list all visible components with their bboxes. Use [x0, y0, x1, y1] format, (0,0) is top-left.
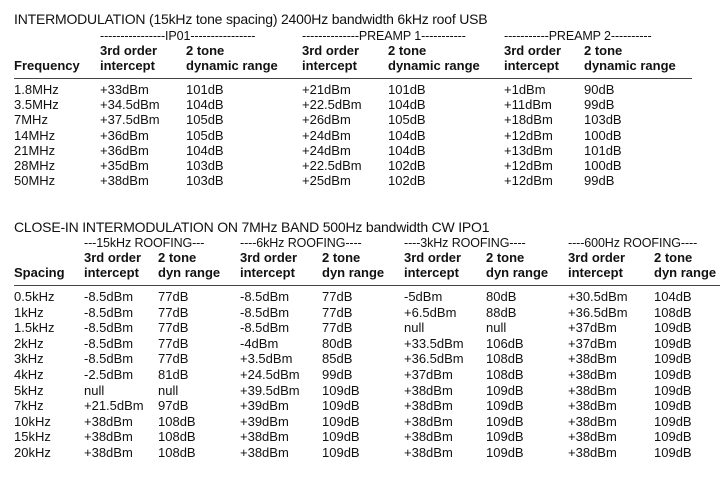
- dynamic-range-cell: 77dB: [322, 289, 353, 304]
- header-line: 3rd order: [100, 43, 158, 58]
- intercept-cell: +38dBm: [568, 398, 617, 414]
- dynamic-range-cell: 77dB: [158, 351, 189, 367]
- table-row: [14, 398, 720, 414]
- table-row: [14, 367, 720, 383]
- dynamic-range-cell: 109dB: [322, 413, 360, 429]
- dynamic-range-cell: 101dB: [584, 142, 622, 158]
- intercept-cell: -5dBm: [404, 289, 443, 304]
- dynamic-range-cell: 103dB: [186, 158, 224, 174]
- header-line: intercept: [504, 58, 559, 73]
- intercept-cell: +38dBm: [404, 444, 453, 460]
- dynamic-range-cell: 77dB: [158, 320, 189, 336]
- dynamic-range-cell: 105dB: [186, 127, 224, 143]
- dynamic-range-cell: 104dB: [186, 97, 224, 113]
- header-line: intercept: [240, 265, 295, 280]
- intercept-cell: +30.5dBm: [568, 289, 628, 304]
- col-header-dyn-range: [322, 250, 404, 280]
- header-line: 3rd order: [240, 250, 298, 265]
- dynamic-range-cell: 109dB: [654, 398, 692, 414]
- col-header-intercept: [100, 43, 186, 73]
- col-header-intercept: [302, 43, 388, 73]
- header-line: intercept: [302, 58, 357, 73]
- dynamic-range-cell: 108dB: [158, 444, 196, 460]
- col-header-intercept: [404, 250, 486, 280]
- dynamic-range-cell: 77dB: [322, 304, 353, 320]
- row-label: 14MHz: [14, 127, 56, 143]
- intercept-cell: +21dBm: [302, 82, 351, 97]
- table-row: [14, 143, 692, 158]
- table2-row-header: Spacing: [14, 265, 65, 280]
- dynamic-range-cell: 109dB: [654, 351, 692, 367]
- intercept-cell: +38dBm: [568, 382, 617, 398]
- intercept-cell: +38dBm: [568, 413, 617, 429]
- row-label: 2kHz: [14, 335, 44, 351]
- table-row: [14, 173, 692, 188]
- table-row: [14, 158, 692, 173]
- header-line: dyn range: [158, 265, 221, 280]
- intercept-cell: +35dBm: [100, 158, 149, 174]
- dynamic-range-cell: 99dB: [322, 366, 353, 382]
- dynamic-range-cell: 100dB: [584, 158, 622, 174]
- table1-title: INTERMODULATION (15kHz tone spacing) 2400Hz bandwidth 6kHz roof USB: [14, 11, 488, 27]
- intercept-cell: -8.5dBm: [84, 320, 134, 336]
- header-line: dyn range: [322, 265, 385, 280]
- intercept-cell: +3.5dBm: [240, 351, 293, 367]
- intercept-cell: null: [84, 382, 105, 398]
- dynamic-range-cell: 109dB: [654, 335, 692, 351]
- dynamic-range-cell: 109dB: [486, 382, 524, 398]
- header-line: 2 tone: [486, 250, 525, 265]
- intercept-cell: +34.5dBm: [100, 97, 160, 113]
- table1-group-ipo1: ----------------IP01----------------: [100, 29, 256, 43]
- row-label: 7MHz: [14, 112, 48, 128]
- table-row: [14, 79, 692, 98]
- intercept-cell: +38dBm: [404, 398, 453, 414]
- row-label: 1kHz: [14, 304, 44, 320]
- dynamic-range-cell: 109dB: [322, 444, 360, 460]
- header-line: 3rd order: [84, 250, 142, 265]
- dynamic-range-cell: 101dB: [388, 82, 426, 97]
- intercept-cell: +12dBm: [504, 158, 553, 174]
- intercept-cell: +13dBm: [504, 142, 553, 158]
- intercept-cell: +37.5dBm: [100, 112, 160, 128]
- intercept-cell: -8.5dBm: [240, 320, 290, 336]
- dynamic-range-cell: 109dB: [654, 429, 692, 445]
- intercept-cell: +18dBm: [504, 112, 553, 128]
- dynamic-range-cell: 108dB: [486, 366, 524, 382]
- table-row: [14, 351, 720, 367]
- intercept-cell: +36dBm: [100, 127, 149, 143]
- dynamic-range-cell: 77dB: [158, 304, 189, 320]
- row-label: 4kHz: [14, 366, 44, 382]
- intercept-cell: +39dBm: [240, 413, 289, 429]
- intercept-cell: +24dBm: [302, 127, 351, 143]
- col-header-dynamic-range: [186, 43, 302, 73]
- intercept-cell: -8.5dBm: [240, 304, 290, 320]
- dynamic-range-cell: 104dB: [186, 142, 224, 158]
- dynamic-range-cell: 104dB: [388, 97, 426, 113]
- dynamic-range-cell: 108dB: [158, 429, 196, 445]
- table-row: [14, 320, 720, 336]
- intercept-cell: +39.5dBm: [240, 382, 300, 398]
- header-line: intercept: [404, 265, 459, 280]
- table-row: [14, 286, 720, 305]
- dynamic-range-cell: 109dB: [654, 413, 692, 429]
- dynamic-range-cell: 102dB: [388, 158, 426, 174]
- header-line: dyn range: [654, 265, 717, 280]
- row-label: 5kHz: [14, 382, 44, 398]
- header-line: 2 tone: [186, 43, 225, 58]
- table-row: [14, 429, 720, 445]
- dynamic-range-cell: 109dB: [322, 429, 360, 445]
- col-header-intercept: [240, 250, 322, 280]
- intercept-cell: +36dBm: [100, 142, 149, 158]
- col-header-dynamic-range: [388, 43, 504, 73]
- table2-group-3khz: ----3kHz ROOFING----: [404, 236, 526, 250]
- intercept-cell: +37dBm: [404, 366, 453, 382]
- dynamic-range-cell: 109dB: [322, 398, 360, 414]
- header-line: 2 tone: [654, 250, 693, 265]
- col-header-dynamic-range: [584, 43, 692, 73]
- table1-group-preamp1: --------------PREAMP 1-----------: [302, 29, 466, 43]
- intercept-cell: +36.5dBm: [568, 304, 628, 320]
- intercept-cell: +37dBm: [568, 335, 617, 351]
- table2-group-600hz: ----600Hz ROOFING----: [568, 236, 698, 250]
- intercept-cell: -8.5dBm: [240, 289, 290, 304]
- dynamic-range-cell: 81dB: [158, 366, 189, 382]
- intercept-cell: +24.5dBm: [240, 366, 300, 382]
- dynamic-range-cell: 97dB: [158, 398, 189, 414]
- row-label: 20kHz: [14, 444, 51, 460]
- close-in-intermodulation-table: [14, 236, 720, 461]
- intercept-cell: +36.5dBm: [404, 351, 464, 367]
- table-row: [14, 97, 692, 112]
- header-line: 3rd order: [404, 250, 462, 265]
- header-line: 2 tone: [584, 43, 623, 58]
- header-line: intercept: [84, 265, 139, 280]
- row-label: 1.8MHz: [14, 82, 59, 97]
- intercept-cell: +1dBm: [504, 82, 546, 97]
- dynamic-range-cell: 109dB: [486, 444, 524, 460]
- header-line: intercept: [100, 58, 155, 73]
- intercept-cell: null: [404, 320, 425, 336]
- row-label: 15kHz: [14, 429, 51, 445]
- row-label: 50MHz: [14, 173, 56, 189]
- header-line: dyn range: [486, 265, 549, 280]
- table1-group-preamp2: -----------PREAMP 2----------: [504, 29, 652, 43]
- row-label: 7kHz: [14, 398, 44, 414]
- intercept-cell: +38dBm: [100, 173, 149, 189]
- dynamic-range-cell: 109dB: [486, 413, 524, 429]
- row-label: 10kHz: [14, 413, 51, 429]
- dynamic-range-cell: 108dB: [486, 351, 524, 367]
- dynamic-range-cell: 77dB: [158, 335, 189, 351]
- dynamic-range-cell: 101dB: [186, 82, 224, 97]
- dynamic-range-cell: null: [158, 382, 179, 398]
- table-row: [14, 112, 692, 127]
- dynamic-range-cell: 105dB: [186, 112, 224, 128]
- intercept-cell: +38dBm: [404, 382, 453, 398]
- header-line: 3rd order: [568, 250, 626, 265]
- header-line: dynamic range: [186, 58, 278, 73]
- dynamic-range-cell: 85dB: [322, 351, 353, 367]
- table-row: [14, 305, 720, 321]
- intercept-cell: +38dBm: [84, 429, 133, 445]
- dynamic-range-cell: 102dB: [388, 173, 426, 189]
- dynamic-range-cell: 109dB: [654, 366, 692, 382]
- intercept-cell: +38dBm: [568, 351, 617, 367]
- intercept-cell: +12dBm: [504, 173, 553, 189]
- dynamic-range-cell: 109dB: [486, 398, 524, 414]
- dynamic-range-cell: 90dB: [584, 82, 615, 97]
- header-line: dynamic range: [584, 58, 676, 73]
- dynamic-range-cell: 104dB: [654, 289, 692, 304]
- intermodulation-table: [14, 29, 692, 188]
- table2-group-6khz: ----6kHz ROOFING----: [240, 236, 362, 250]
- intercept-cell: +22.5dBm: [302, 158, 362, 174]
- intercept-cell: +22.5dBm: [302, 97, 362, 113]
- dynamic-range-cell: 103dB: [186, 173, 224, 189]
- intercept-cell: +25dBm: [302, 173, 351, 189]
- col-header-dyn-range: [486, 250, 568, 280]
- dynamic-range-cell: 99dB: [584, 173, 615, 189]
- header-line: 2 tone: [158, 250, 197, 265]
- intercept-cell: +33dBm: [100, 82, 149, 97]
- col-header-intercept: [568, 250, 654, 280]
- dynamic-range-cell: 105dB: [388, 112, 426, 128]
- table2-group-15khz: ---15kHz ROOFING---: [84, 236, 205, 250]
- intercept-cell: +38dBm: [568, 366, 617, 382]
- intercept-cell: +38dBm: [404, 429, 453, 445]
- intercept-cell: +26dBm: [302, 112, 351, 128]
- col-header-dyn-range: [158, 250, 240, 280]
- dynamic-range-cell: 108dB: [654, 304, 692, 320]
- intercept-cell: +37dBm: [568, 320, 617, 336]
- row-label: 21MHz: [14, 142, 56, 158]
- row-label: 0.5kHz: [14, 289, 55, 304]
- dynamic-range-cell: 80dB: [322, 335, 353, 351]
- intercept-cell: +33.5dBm: [404, 335, 464, 351]
- intercept-cell: +38dBm: [84, 444, 133, 460]
- table-row: [14, 336, 720, 352]
- dynamic-range-cell: 108dB: [158, 413, 196, 429]
- dynamic-range-cell: 77dB: [158, 289, 189, 304]
- intercept-cell: +38dBm: [404, 413, 453, 429]
- intercept-cell: -8.5dBm: [84, 351, 134, 367]
- header-line: 3rd order: [302, 43, 360, 58]
- dynamic-range-cell: 88dB: [486, 304, 517, 320]
- table-row: [14, 445, 720, 461]
- intercept-cell: +12dBm: [504, 127, 553, 143]
- dynamic-range-cell: 109dB: [654, 382, 692, 398]
- row-label: 1.5kHz: [14, 320, 55, 336]
- header-line: dynamic range: [388, 58, 480, 73]
- intercept-cell: -2.5dBm: [84, 366, 134, 382]
- intercept-cell: +39dBm: [240, 398, 289, 414]
- dynamic-range-cell: null: [486, 320, 507, 336]
- col-header-intercept: [84, 250, 158, 280]
- intercept-cell: +38dBm: [568, 429, 617, 445]
- intercept-cell: +38dBm: [568, 444, 617, 460]
- row-label: 3.5MHz: [14, 97, 59, 113]
- table1-row-header: Frequency: [14, 58, 80, 73]
- header-line: 2 tone: [388, 43, 427, 58]
- intercept-cell: +38dBm: [240, 429, 289, 445]
- intercept-cell: -8.5dBm: [84, 289, 134, 304]
- dynamic-range-cell: 104dB: [388, 127, 426, 143]
- dynamic-range-cell: 100dB: [584, 127, 622, 143]
- dynamic-range-cell: 109dB: [654, 320, 692, 336]
- col-header-dyn-range: [654, 250, 720, 280]
- dynamic-range-cell: 103dB: [584, 112, 622, 128]
- dynamic-range-cell: 106dB: [486, 335, 524, 351]
- intercept-cell: +38dBm: [240, 444, 289, 460]
- dynamic-range-cell: 104dB: [388, 142, 426, 158]
- dynamic-range-cell: 99dB: [584, 97, 615, 113]
- table-row: [14, 414, 720, 430]
- header-line: intercept: [568, 265, 623, 280]
- intercept-cell: -8.5dBm: [84, 335, 134, 351]
- dynamic-range-cell: 77dB: [322, 320, 353, 336]
- dynamic-range-cell: 109dB: [486, 429, 524, 445]
- header-line: 3rd order: [504, 43, 562, 58]
- intercept-cell: +6.5dBm: [404, 304, 457, 320]
- intercept-cell: -4dBm: [240, 335, 279, 351]
- dynamic-range-cell: 80dB: [486, 289, 517, 304]
- dynamic-range-cell: 109dB: [322, 382, 360, 398]
- table-row: [14, 128, 692, 143]
- intercept-cell: -8.5dBm: [84, 304, 134, 320]
- intercept-cell: +38dBm: [84, 413, 133, 429]
- table-row: [14, 383, 720, 399]
- col-header-intercept: [504, 43, 584, 73]
- dynamic-range-cell: 109dB: [654, 444, 692, 460]
- row-label: 28MHz: [14, 158, 56, 174]
- table2-title: CLOSE-IN INTERMODULATION ON 7MHz BAND 500Hz bandwidth CW IPO1: [14, 219, 490, 235]
- row-label: 3kHz: [14, 351, 44, 367]
- intercept-cell: +11dBm: [504, 97, 552, 113]
- intercept-cell: +21.5dBm: [84, 398, 144, 414]
- header-line: 2 tone: [322, 250, 361, 265]
- intercept-cell: +24dBm: [302, 142, 351, 158]
